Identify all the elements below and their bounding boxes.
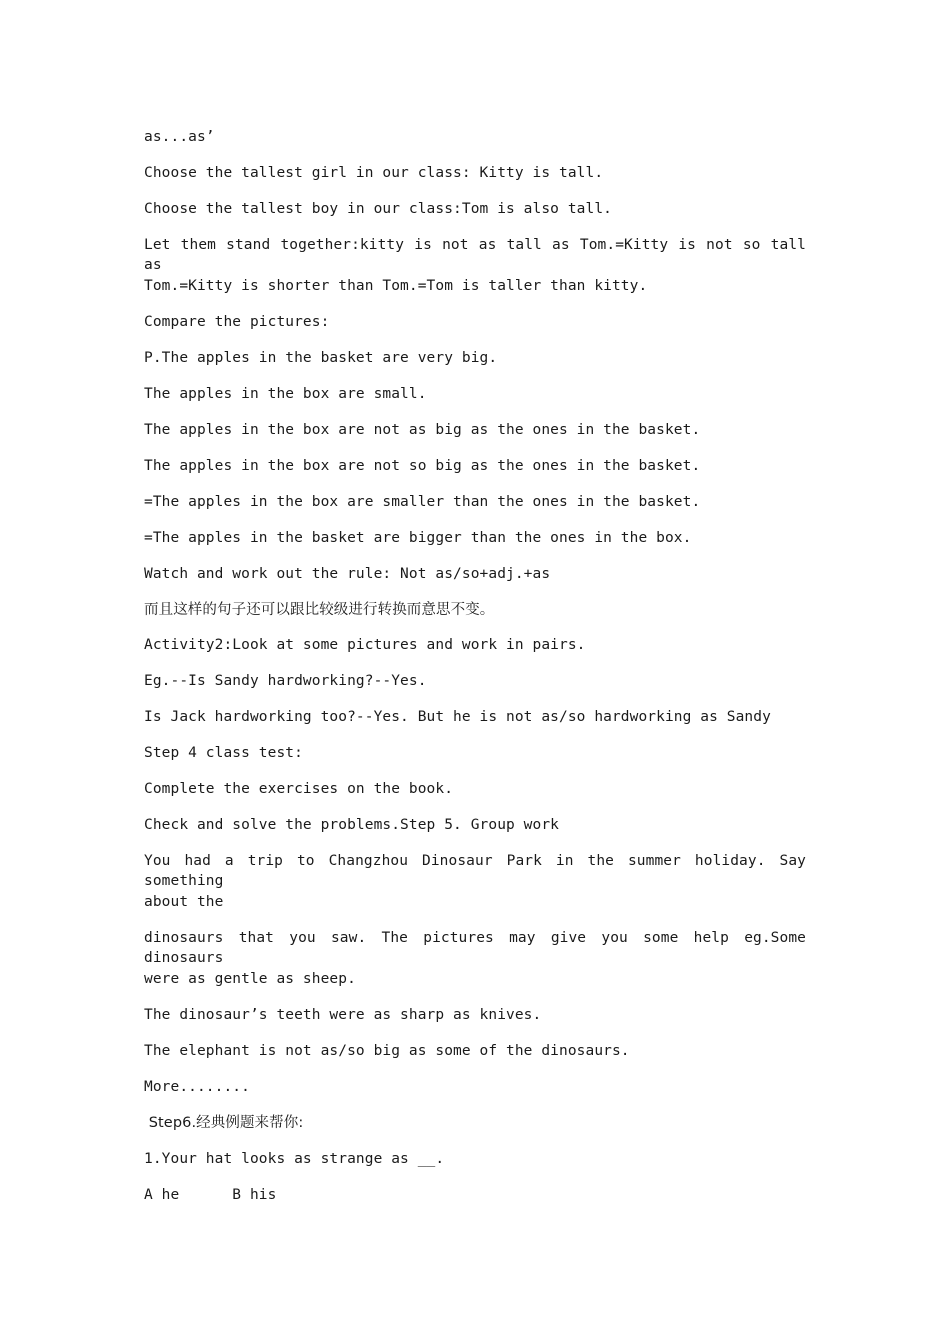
text-line: Let them stand together:kitty is not as tall as Tom.=Kitty is not so tall as bbox=[144, 237, 806, 273]
text-line: Watch and work out the rule: Not as/so+adj.+as bbox=[144, 566, 551, 582]
text-line: You had a trip to Changzhou Dinosaur Park in the summer holiday. Say something bbox=[144, 853, 806, 889]
text-line: Step6.经典例题来帮你: bbox=[144, 1115, 304, 1131]
text-line: about the bbox=[144, 894, 224, 910]
text-line: Activity2:Look at some pictures and work in pairs. bbox=[144, 637, 586, 653]
text-line: Step 4 class test: bbox=[144, 745, 303, 761]
text-line: P.The apples in the basket are very big. bbox=[144, 350, 498, 366]
text-line: More........ bbox=[144, 1079, 250, 1095]
text-line: 而且这样的句子还可以跟比较级进行转换而意思不变。 bbox=[144, 602, 495, 618]
text-line: were as gentle as sheep. bbox=[144, 971, 356, 987]
text-line: 1.Your hat looks as strange as __. bbox=[144, 1151, 445, 1167]
text-line: Complete the exercises on the book. bbox=[144, 781, 454, 797]
text-line: The apples in the box are not as big as the ones in the basket. bbox=[144, 422, 701, 438]
text-line: The apples in the box are small. bbox=[144, 386, 427, 402]
text-line: Choose the tallest girl in our class: Kitty is tall. bbox=[144, 165, 604, 181]
text-line: Is Jack hardworking too?--Yes. But he is not as/so hardworking as Sandy bbox=[144, 709, 771, 725]
text-line: dinosaurs that you saw. The pictures may give you some help eg.Some dinosaurs bbox=[144, 930, 806, 966]
text-line: Eg.--Is Sandy hardworking?--Yes. bbox=[144, 673, 427, 689]
text-line: =The apples in the basket are bigger than the ones in the box. bbox=[144, 530, 692, 546]
text-line: as...as’ bbox=[144, 129, 215, 145]
text-line: The dinosaur’s teeth were as sharp as knives. bbox=[144, 1007, 542, 1023]
text-line: The elephant is not as/so big as some of the dinosaurs. bbox=[144, 1043, 630, 1059]
text-line: Choose the tallest boy in our class:Tom is also tall. bbox=[144, 201, 612, 217]
text-line: The apples in the box are not so big as the ones in the basket. bbox=[144, 458, 701, 474]
text-line: Compare the pictures: bbox=[144, 314, 330, 330]
text-line: Check and solve the problems.Step 5. Group work bbox=[144, 817, 559, 833]
text-line: A he B his bbox=[144, 1187, 277, 1203]
text-line: Tom.=Kitty is shorter than Tom.=Tom is taller than kitty. bbox=[144, 278, 648, 294]
text-line: =The apples in the box are smaller than the ones in the basket. bbox=[144, 494, 701, 510]
